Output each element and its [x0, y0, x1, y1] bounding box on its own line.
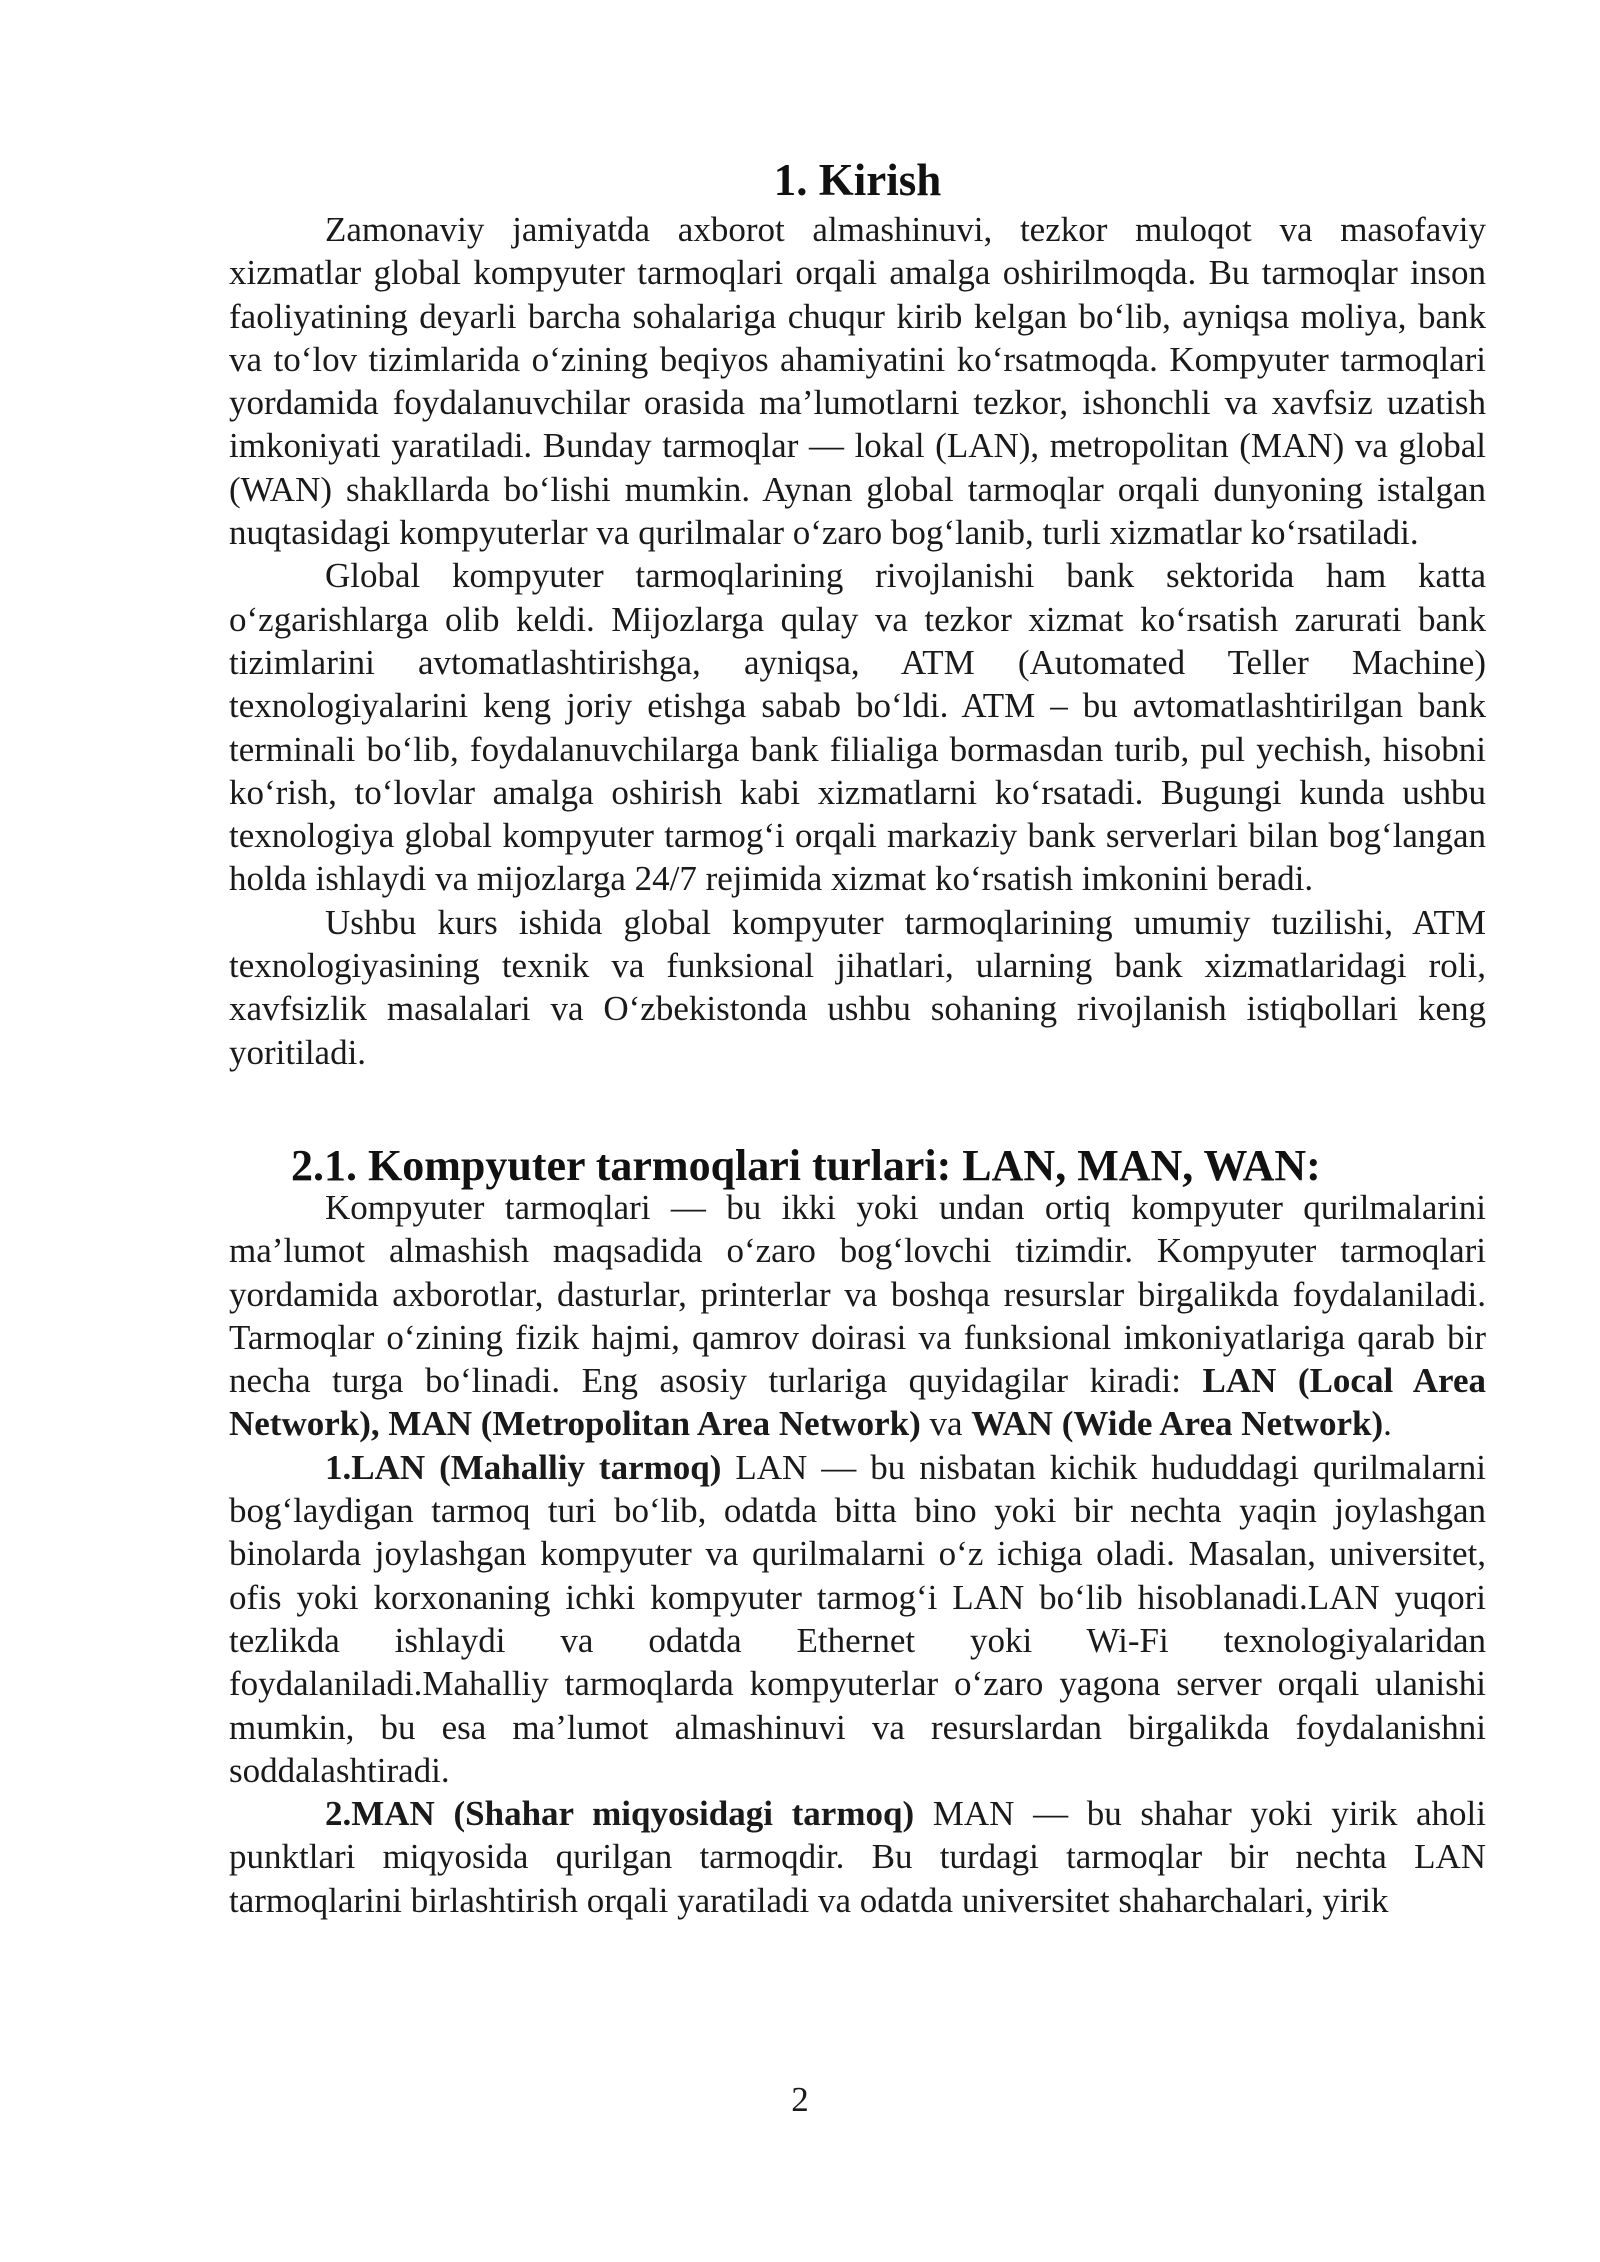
lan-man-bold: LAN (Local Area Network), MAN (Metropolitan Area Network): [229, 1361, 1486, 1444]
document-page: [229, 152, 1486, 1922]
lan-paragraph: [229, 1446, 1486, 1792]
page-number: 2: [791, 2080, 809, 2119]
conjunction-text: va: [920, 1404, 972, 1444]
period-text: .: [1383, 1404, 1392, 1444]
intro-paragraph-3: Ushbu kurs ishida global kompyuter tarmoqlarining umumiy tuzilishi, ATM texnologiyasining texnik va funksional jihatlari, ularning bank xizmatlaridagi roli, xavfsizlik masalalari va O‘zbekistonda ushbu sohaning rivojlanish istiqbollari keng yoritiladi.: [229, 902, 1486, 1072]
intro-paragraph-1: Zamonaviy jamiyatda axborot almashinuvi, tezkor muloqot va masofaviy xizmatlar global kompyuter tarmoqlari orqali amalga oshirilmoqda. Bu tarmoqlar inson faoliyatining deyarli barcha sohalariga chuqur kirib kelgan bo‘lib, ayniqsa moliya, bank va to‘lov tizimlarida o‘zining beqiyos ahamiyatini ko‘rsatmoqda. Kompyuter tarmoqlari yordamida foydalanuvchilar orasida ma’lumotlarni tezkor, ishonchli va xavfsiz uzatish imkoniyati yaratiladi. Bunday tarmoqlar — lokal (LAN), metropolitan (MAN) va global (WAN) shakllarda bo‘lishi mumkin. Aynan global tarmoqlar orqali dunyoning istalgan nuqtasidagi kompyuterlar va qurilmalar o‘zaro bog‘lanib, turli xizmatlar ko‘rsatiladi.: [229, 210, 1486, 553]
wan-bold: WAN (Wide Area Network): [971, 1404, 1384, 1444]
section-heading-kirish: 1. Kirish: [773, 155, 942, 205]
section-heading-network-types: 2.1. Kompyuter tarmoqlari turlari: LAN, MAN, WAN:: [291, 1140, 1321, 1190]
lan-title: 1.LAN (Mahalliy tarmoq): [325, 1447, 722, 1487]
man-text: MAN — bu shahar yoki yirik aholi punktlari miqyosida qurilgan tarmoqdir. Bu turdagi tarmoqlar bir nechta LAN tarmoqlarini birlashtirish orqali yaratiladi va odatda universitet shaharchalari, yirik: [229, 1794, 1487, 1920]
network-types-paragraph: [229, 1186, 1486, 1446]
man-title: 2.MAN (Shahar miqyosidagi tarmoq): [325, 1794, 915, 1834]
network-types-text: Kompyuter tarmoqlari — bu ikki yoki undan ortiq kompyuter qurilmalarini ma’lumot almashish maqsadida o‘zaro bog‘lovchi tizimdir. Kompyuter tarmoqlari yordamida axborotlar, dasturlar, printerlar va boshqa resurslar birgalikda foydalaniladi. Tarmoqlar o‘zining fizik hajmi, qamrov doirasi va funksional imkoniyatlariga qarab bir necha turga bo‘linadi. Eng asosiy turlariga quyidagilar kiradi:: [229, 1187, 1486, 1401]
lan-text: LAN — bu nisbatan kichik hududdagi qurilmalarni bog‘laydigan tarmoq turi bo‘lib, odatda bitta bino yoki bir nechta yaqin joylashgan binolarda joylashgan kompyuter va qurilmalarni o‘z ichiga oladi. Masalan, universitet, ofis yoki korxonaning ichki kompyuter tarmog‘i LAN bo‘lib hisoblanadi.LAN yuqori tezlikda ishlaydi va odatda Ethernet yoki Wi-Fi texnologiyalaridan foydalaniladi.Mahalliy tarmoqlarda kompyuterlar o‘zaro yagona server orqali ulanishi mumkin, bu esa ma’lumot almashinuvi va resurslardan birgalikda foydalanishni soddalashtiradi.: [229, 1447, 1486, 1790]
man-paragraph: [229, 1792, 1486, 1922]
intro-paragraph-2: Global kompyuter tarmoqlarining rivojlanishi bank sektorida ham katta o‘zgarishlarga olib keldi. Mijozlarga qulay va tezkor xizmat ko‘rsatish zarurati bank tizimlarini avtomatlashtirishga, ayniqsa, ATM (Automated Teller Machine) texnologiyalarini keng joriy etishga sabab bo‘ldi. ATM – bu avtomatlashtirilgan bank terminali bo‘lib, foydalanuvchilarga bank filialiga bormasdan turib, pul yechish, hisobni ko‘rish, to‘lovlar amalga oshirish kabi xizmatlarni ko‘rsatadi. Bugungi kunda ushbu texnologiya global kompyuter tarmog‘i orqali markaziy bank serverlari bilan bog‘langan holda ishlaydi va mijozlarga 24/7 rejimida xizmat ko‘rsatish imkonini beradi.: [229, 556, 1486, 899]
